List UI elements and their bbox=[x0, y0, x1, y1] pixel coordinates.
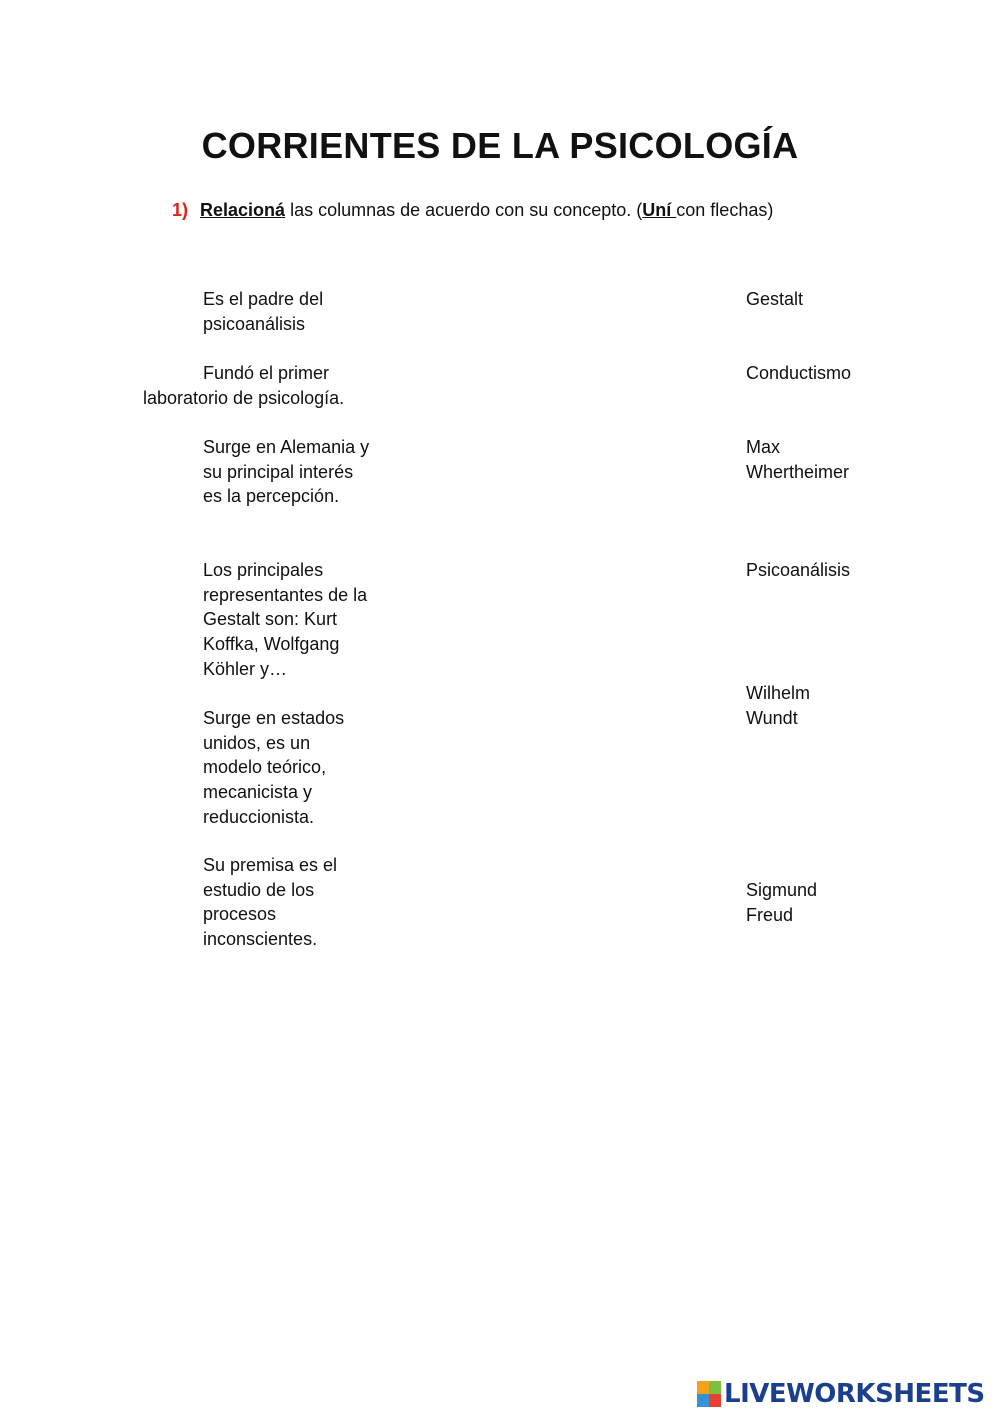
instruction-verb: Relacioná bbox=[200, 200, 286, 220]
left-item-line: Fundó el primer bbox=[203, 363, 330, 383]
left-item-5[interactable] bbox=[203, 706, 393, 830]
left-item-line: Koffka, Wolfgang bbox=[203, 634, 340, 655]
left-item-line: unidos, es un bbox=[203, 732, 311, 753]
right-item-gestalt[interactable] bbox=[746, 287, 966, 312]
liveworksheets-logo-icon bbox=[697, 1381, 721, 1407]
left-item-line: psicoanálisis bbox=[203, 313, 306, 334]
instruction-text: las columnas de acuerdo con su concepto. ( bbox=[285, 200, 643, 220]
left-item-line: inconscientes. bbox=[203, 929, 318, 950]
right-item-line: Psicoanálisis bbox=[746, 560, 851, 580]
left-item-1[interactable] bbox=[203, 287, 393, 336]
right-item-line: Wundt bbox=[746, 707, 798, 728]
question-number: 1) bbox=[172, 200, 189, 220]
left-item-4[interactable] bbox=[203, 558, 393, 682]
page-title: CORRIENTES DE LA PSICOLOGÍA bbox=[201, 125, 799, 166]
right-item-sigmund-freud[interactable] bbox=[746, 878, 966, 927]
left-item-line: Los principales bbox=[203, 560, 324, 580]
left-item-line: mecanicista y bbox=[203, 782, 313, 803]
right-item-conductismo[interactable] bbox=[746, 361, 966, 386]
left-item-line: representantes de la bbox=[203, 584, 368, 605]
left-item-line: Su premisa es el bbox=[203, 855, 338, 875]
liveworksheets-brand bbox=[697, 1379, 985, 1409]
left-item-3[interactable] bbox=[203, 435, 393, 509]
right-item-wilhelm-wundt[interactable] bbox=[746, 681, 966, 730]
left-item-line: procesos bbox=[203, 904, 277, 925]
right-item-line: Max bbox=[746, 437, 781, 457]
left-item-line: Köhler y… bbox=[203, 658, 288, 679]
left-item-line: Surge en Alemania y bbox=[203, 437, 370, 457]
left-item-line: Gestalt son: Kurt bbox=[203, 609, 338, 630]
right-item-line: Sigmund bbox=[746, 880, 818, 900]
left-item-line: laboratorio de psicología. bbox=[143, 387, 345, 408]
right-item-line: Wilhelm bbox=[746, 683, 811, 703]
left-item-6[interactable] bbox=[203, 853, 393, 952]
instruction bbox=[172, 197, 773, 223]
brand-name: LIVEWORKSHEETS bbox=[724, 1379, 985, 1409]
right-item-line: Freud bbox=[746, 904, 794, 925]
left-item-line: su principal interés bbox=[203, 461, 354, 482]
left-item-line: modelo teórico, bbox=[203, 757, 327, 778]
right-item-line: Conductismo bbox=[746, 363, 852, 383]
left-item-line: estudio de los bbox=[203, 879, 315, 900]
left-item-line: es la percepción. bbox=[203, 486, 340, 507]
left-item-2[interactable] bbox=[143, 361, 383, 410]
left-item-line: Surge en estados bbox=[203, 708, 345, 728]
left-item-line: reduccionista. bbox=[203, 806, 315, 827]
right-item-psicoanalisis[interactable] bbox=[746, 558, 966, 583]
right-item-max-whertheimer[interactable] bbox=[746, 435, 966, 484]
right-item-line: Whertheimer bbox=[746, 461, 850, 482]
right-item-line: Gestalt bbox=[746, 289, 804, 309]
instruction-verb-2: Uní bbox=[642, 200, 677, 220]
instruction-text-end: con flechas) bbox=[676, 200, 774, 220]
left-item-line: Es el padre del bbox=[203, 289, 324, 309]
